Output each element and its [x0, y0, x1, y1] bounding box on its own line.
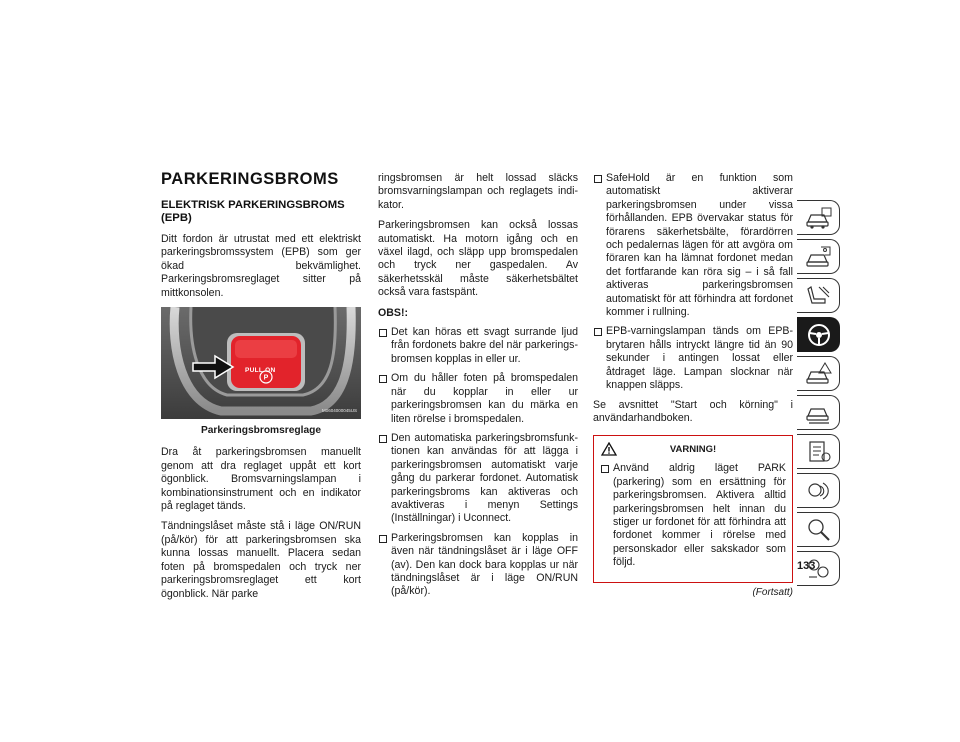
chapter-tabs	[797, 200, 841, 590]
car-keys-icon	[805, 244, 833, 270]
column-1	[161, 199, 361, 608]
warning-title: VARNING!	[669, 444, 717, 456]
paragraph: ringsbromsen är helt lossad släcks bromsvarningslampan och reglagets indikator.	[378, 172, 578, 211]
subsection-title: ELEKTRISK PARKERINGSBROMS (EPB)	[161, 199, 345, 224]
tab-car-dashboard[interactable]	[797, 200, 840, 235]
tab-seat-controls[interactable]	[797, 278, 840, 313]
tab-checklist[interactable]	[797, 434, 840, 469]
warning-box	[593, 435, 793, 582]
tab-car-keys[interactable]	[797, 239, 840, 274]
obs-label: OBS!:	[378, 306, 409, 319]
continued-label: (Fortsatt)	[752, 586, 793, 598]
intro-paragraph: Ditt fordon är utrustat med ett elektriskt parkeringsbromssystem (EPB) som ger ökad bekvämlighet. Parkeringsbromsreglaget sitter på mittkonsolen.	[161, 233, 361, 299]
paragraph: Se avsnittet "Start och körning" i användarhandboken.	[593, 398, 793, 424]
search-icon	[805, 517, 833, 543]
paragraph: Tändningslåset måste stå i läge ON/RUN (på/kör) för att parkeringsbromsen ska kunna lossas manuellt. Placera sedan foten på bromspedalen och tryck ner parkeringsbromsreglaget ett kort ögonblick. När parke	[161, 520, 361, 600]
list-item: Parkeringsbromsen kan kopplas in även när tändningslåset är i läge OFF (av). Den kan dock bara kopplas ur när tändningslåset är i läge ON/RUN (på/kör).	[378, 532, 578, 599]
parking-brake-illustration	[161, 307, 361, 419]
section-title: PARKERINGSBROMS	[161, 170, 339, 188]
checklist-icon	[805, 439, 833, 465]
svg-text:P: P	[263, 374, 269, 382]
car-dashboard-icon	[805, 205, 833, 231]
tab-steering-wheel[interactable]	[797, 317, 840, 352]
column-2	[378, 172, 578, 605]
column-3	[593, 172, 793, 599]
tab-search[interactable]	[797, 512, 840, 547]
figure-caption: Parkeringsbromsreglage	[200, 425, 322, 437]
seat-controls-icon	[805, 283, 833, 309]
paragraph: Dra åt parkeringsbromsen manuellt genom att dra reglaget uppåt ett kort ögonblick. Bromsvarningslampan i kombinationsinstrument och en indikator på reglaget tänds.	[161, 446, 361, 513]
warning-triangle-icon	[601, 442, 617, 456]
list-item: Om du håller foten på bromspedalen när du kopplar in eller ur parkeringsbromsen kan du märka en liten rörelse i bromspedalen.	[378, 372, 578, 426]
list-item: SafeHold är en funktion som automatiskt aktiverar parkeringsbromsen under vissa förhållanden. EPB övervakar status för förarens säkerhetsbälte, förardörren och pedalernas lägen för att avgöra om föraren kan ha lämnat fordonet medan det fortfarande kan röra sig – i så fall aktiveras parkeringsbromsen automatiskt för att förhindra att fordonet kommer i rullning.	[593, 172, 793, 319]
list-item: Använd aldrig läget PARK (parkering) som en ersättning för parkeringsbromsen. Aktivera alltid parkeringsbromsen helt innan du stiger ur fordonet för att förhindra att fordonet kommer i rörelse med personskador eller sakskador som följd.	[600, 462, 786, 569]
tab-car-warning[interactable]	[797, 356, 840, 391]
tab-multimedia[interactable]	[797, 473, 840, 508]
paragraph: Parkeringsbromsen kan också lossas automatiskt. Ha motorn igång och en växel ilagd, och släpp upp bromspedalen och tryck ner gaspedalen. Av säkerhetsskäl måste säkerhetsbältet också vara fastspänt.	[378, 219, 578, 299]
warning-header	[600, 442, 786, 458]
obs-list	[378, 326, 578, 599]
steering-wheel-icon	[805, 322, 833, 348]
list-item: EPB-varningslampan tänds om EPB-brytaren hålls intryckt längre tid än 90 sekunder i antingen lossat eller åtdraget läge. Lampan slocknar när knappen släpps.	[593, 325, 793, 392]
list-item: Den automatiska parkeringsbromsfunktionen kan användas för att lägga i parkeringsbromsen automatiskt varje gång du parkerar fordonet. Automatisk parkeringsbroms kan aktiveras och avaktiveras i menyn Settings (Inställningar) i Uconnect.	[378, 432, 578, 526]
tab-car-service[interactable]	[797, 395, 840, 430]
warning-list	[600, 462, 786, 569]
image-code: M0604000045US	[321, 407, 357, 413]
parking-brake-figure	[161, 307, 361, 419]
car-warning-icon	[805, 361, 833, 387]
multimedia-icon	[805, 478, 833, 504]
pull-on-label: PULL ON	[245, 367, 276, 375]
car-service-icon	[805, 400, 833, 426]
list-item: Det kan höras ett svagt surrande ljud från fordonets bakre del när parkeringsbromsen kopplas in eller ur.	[378, 326, 578, 366]
feature-list	[593, 172, 793, 393]
page-number: 133	[797, 560, 816, 572]
